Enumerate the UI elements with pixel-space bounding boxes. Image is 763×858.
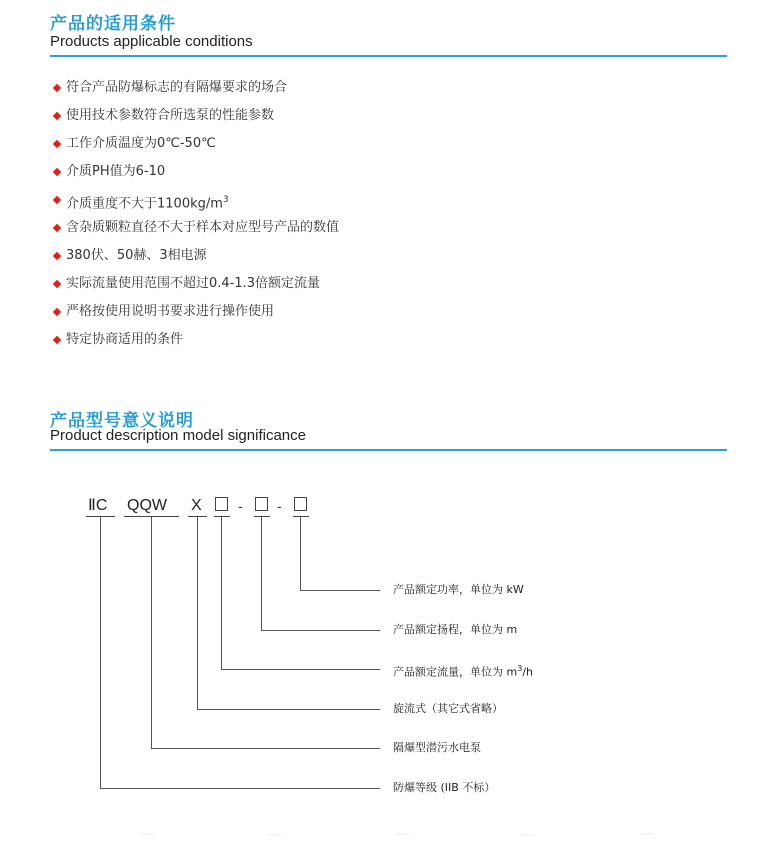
connector-line [261,630,380,631]
condition-text: 含杂质颗粒直径不大于样本对应型号产品的数值 [66,220,340,235]
condition-item [52,106,339,134]
code-underline [254,516,270,517]
diamond-bullet-icon [53,252,61,260]
condition-item [52,218,339,246]
condition-text: 工作介质温度为0℃-50℃ [66,136,216,151]
condition-item [52,134,339,162]
decorative-mark [140,833,154,835]
condition-text: 严格按使用说明书要求进行操作使用 [66,304,275,319]
condition-text: 使用技术参数符合所选泵的性能参数 [66,108,275,123]
decorative-mark [640,833,654,835]
connector-line [197,517,198,709]
condition-item [52,274,339,302]
conditions-rule [50,55,727,57]
code-underline [293,516,309,517]
diamond-bullet-icon [53,168,61,176]
code-underline [214,516,230,517]
model-code-part2: QQW [127,497,167,514]
condition-text [66,190,229,214]
connector-line [221,669,380,670]
legend-rated-flow-text: 产品额定流量，单位为 m [393,665,518,679]
legend-rated-head: 产品额定扬程，单位为 m [393,623,518,636]
legend-explosion-grade: 防爆等级 (IIB 不标） [393,781,496,794]
condition-text: 380伏、50赫、3相电源 [66,248,207,263]
legend-rated-flow-sup: 3 [517,664,523,673]
condition-text: 特定协商适用的条件 [66,332,184,347]
condition-item [52,330,339,358]
connector-line [261,517,262,630]
legend-pump-type: 隔爆型潜污水电泵 [393,741,481,754]
legend-rated-flow-suffix: /h [522,665,533,679]
diamond-bullet-icon [53,140,61,148]
connector-line [100,517,101,788]
diamond-bullet-icon [53,196,61,204]
connector-line [100,788,380,789]
conditions-title-en: Products applicable conditions [50,33,253,50]
model-title-cn: 产品型号意义说明 [50,411,194,431]
connector-line [221,517,222,669]
diamond-bullet-icon [53,308,61,316]
conditions-list [52,78,339,358]
diamond-bullet-icon [53,336,61,344]
condition-item [52,190,339,218]
diamond-bullet-icon [53,84,61,92]
condition-superscript: 3 [222,195,229,205]
model-code-part3: X [191,497,202,514]
model-code-part1: ⅡC [88,497,108,514]
model-code-dash: - [277,498,282,514]
condition-item [52,162,339,190]
condition-text: 介质PH值为6-10 [66,164,166,179]
connector-line [151,517,152,748]
condition-text: 实际流量使用范围不超过0.4-1.3倍额定流量 [66,276,321,291]
model-title-en: Product description model significance [50,427,306,444]
placeholder-box-icon [255,497,268,511]
diamond-bullet-icon [53,224,61,232]
model-rule [50,449,727,451]
diamond-bullet-icon [53,280,61,288]
connector-line [151,748,380,749]
diamond-bullet-icon [53,112,61,120]
condition-item [52,302,339,330]
conditions-title-cn: 产品的适用条件 [50,14,176,34]
connector-line [197,709,380,710]
condition-item [52,78,339,106]
condition-text-main: 介质重度不大于1100kg/m [66,196,223,212]
legend-swirl-type: 旋流式（其它式省略） [393,702,503,715]
condition-text: 符合产品防爆标志的有隔爆要求的场合 [66,80,288,95]
decorative-mark [395,833,409,835]
connector-line [300,590,380,591]
condition-item [52,246,339,274]
model-code-dash: - [238,498,243,514]
decorative-mark [268,834,282,836]
placeholder-box-icon [215,497,228,511]
placeholder-box-icon [294,497,307,511]
legend-rated-flow [393,662,533,680]
legend-rated-power: 产品额定功率，单位为 kW [393,583,524,596]
connector-line [300,517,301,590]
decorative-mark [520,834,534,836]
